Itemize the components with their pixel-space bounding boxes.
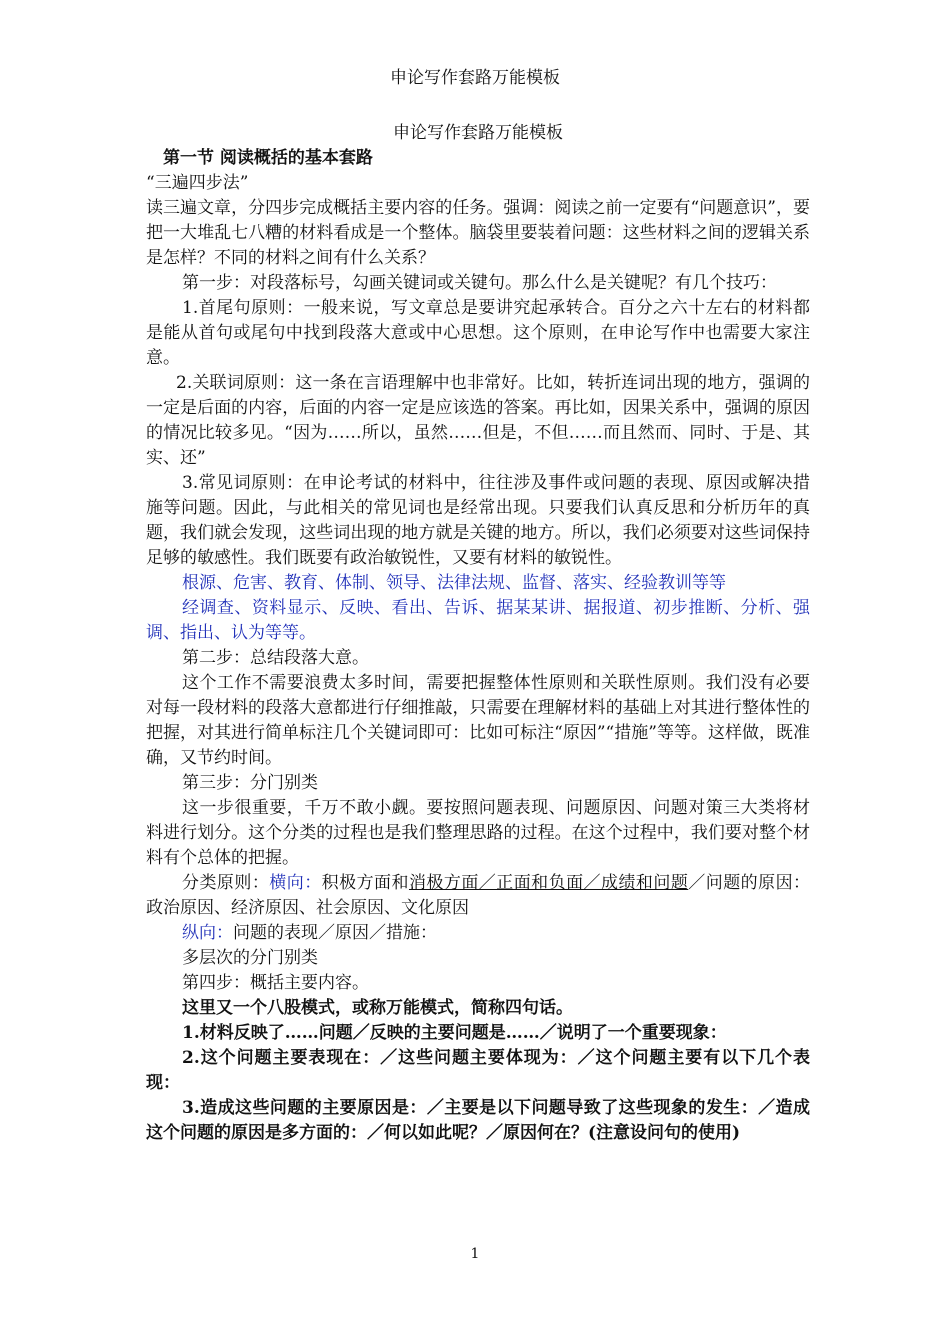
method-name: “三遍四步法” (146, 173, 249, 193)
keywords-line-2: 经调查、资料显示、反映、看出、告诉、据某某讲、据报道、初步推断、分析、强调、指出、认为等等。 (146, 598, 810, 643)
step1-paragraph: 第一步：对段落标号，勾画关键词或关键句。那么什么是关键呢？有几个技巧： (182, 273, 777, 293)
step2-paragraph: 这个工作不需要浪费太多时间，需要把握整体性原则和关联性原则。我们没有必要对每一段材料的段落大意都进行仔细推敲，只需要在理解材料的基础上对其进行整体性的把握，对其进行简单标注几个关键词即可：比如可标注“原因”“措施”等等。这样做，既准确，又节约时间。 (146, 673, 810, 768)
page-header: 申论写作套路万能模板 (390, 68, 560, 88)
class-prefix: 分类原则： (182, 873, 270, 893)
eight-legged-line: 这里又一个八股模式，或称万能模式，简称四句话。 (182, 998, 573, 1018)
step2-heading: 第二步：总结段落大意。 (182, 648, 369, 668)
step4-heading: 第四步：概括主要内容。 (182, 973, 369, 993)
tip3-paragraph: 3.常见词原则：在申论考试的材料中，往往涉及事件或问题的表现、原因或解决措施等问题。因此，与此相关的常见词也是经常出现。只要我们认真反思和分析历年的真题，我们就会发现，这些词出现的地方就是关键的地方。所以，我们必须要对这些词保持足够的敏感性。我们既要有政治敏锐性，又要有材料的敏锐性。 (146, 473, 810, 568)
section-heading: 第一节 阅读概括的基本套路 (163, 148, 373, 168)
intro-paragraph: 读三遍文章，分四步完成概括主要内容的任务。强调：阅读之前一定要有“问题意识”，要把一大堆乱七八糟的材料看成是一个整体。脑袋里要装着问题：这些材料之间的逻辑关系是怎样？不同的材料之间有什么关系？ (146, 198, 810, 268)
tip2-paragraph: 2.关联词原则：这一条在言语理解中也非常好。比如，转折连词出现的地方，强调的一定是后面的内容，后面的内容一定是应该选的答案。再比如，因果关系中，强调的原因的情况比较多见。“因为……所以，虽然……但是，不但……而且然而、同时、于是、其实、还” (146, 373, 810, 468)
class-horizontal-text-2: ／问题的原因：政治原因、经济原因、社会原因、文化原因 (146, 873, 811, 918)
class-vertical-label: 纵向： (182, 923, 233, 943)
formula-2: 2.这个问题主要表现在：／这些问题主要体现为：／这个问题主要有以下几个表现： (146, 1048, 810, 1093)
step3-heading: 第三步：分门别类 (182, 773, 318, 793)
tip1-paragraph: 1.首尾句原则：一般来说，写文章总是要讲究起承转合。百分之六十左右的材料都是能从首句或尾句中找到段落大意或中心思想。这个原则，在申论写作中也需要大家注意。 (146, 298, 810, 368)
class-horizontal-label: 横向： (269, 873, 322, 893)
keywords-line-1: 根源、危害、教育、体制、领导、法律法规、监督、落实、经验教训等等 (182, 573, 726, 593)
class-horizontal-underlined: 消极方面／正面和负面／成绩和问题 (408, 873, 689, 893)
multi-level-line: 多层次的分门别类 (182, 948, 318, 968)
vertical-classification (146, 921, 810, 946)
formula-3: 3.造成这些问题的主要原因是：／主要是以下问题导致了这些现象的发生：／造成这个问题的原因是多方面的：／何以如此呢？／原因何在？(注意设问句的使用) (146, 1098, 810, 1143)
page-number: 1 (470, 1246, 480, 1262)
class-vertical-text: 问题的表现／原因／措施： (233, 923, 437, 943)
classification-paragraph (146, 871, 810, 921)
step3-paragraph: 这一步很重要，千万不敢小觑。要按照问题表现、问题原因、问题对策三大类将材料进行划分。这个分类的过程也是我们整理思路的过程。在这个过程中，我们要对整个材料有个总体的把握。 (146, 798, 810, 868)
document-title: 申论写作套路万能模板 (393, 123, 563, 143)
class-horizontal-text: 积极方面和 (321, 873, 409, 893)
document-body (146, 121, 810, 1146)
formula-1: 1.材料反映了……问题／反映的主要问题是……／说明了一个重要现象： (182, 1023, 727, 1043)
